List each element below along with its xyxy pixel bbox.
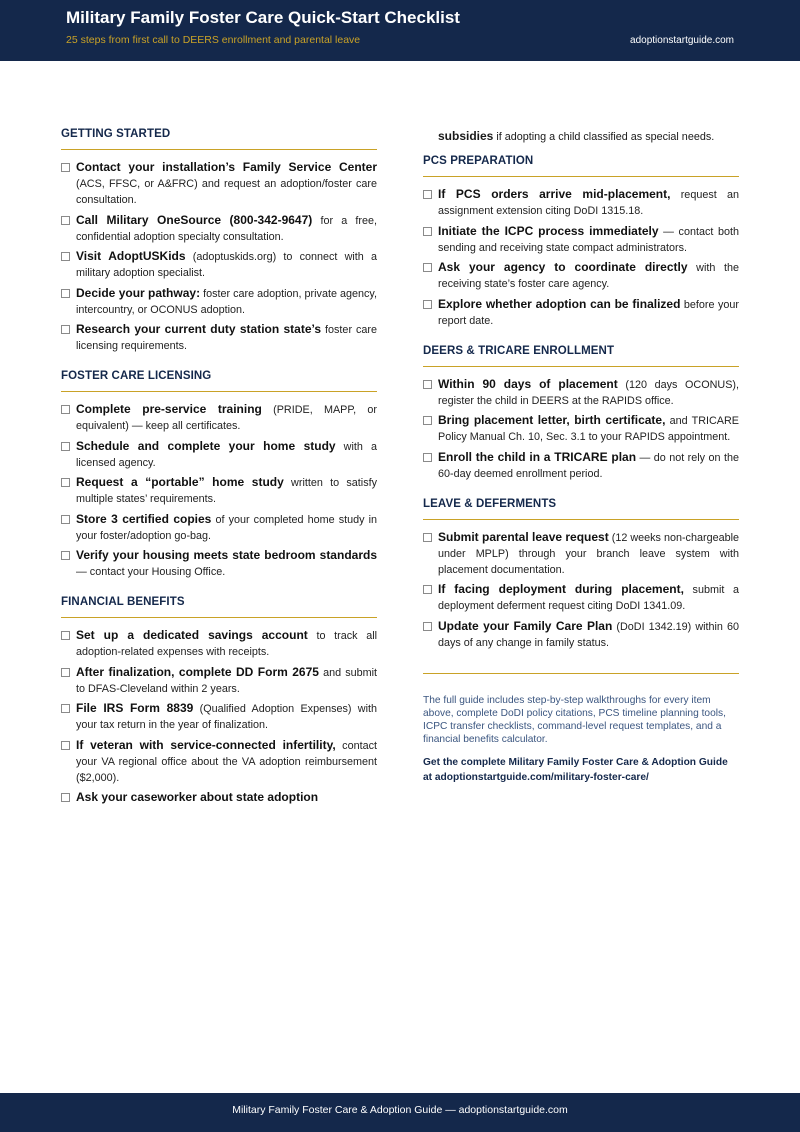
checkbox[interactable] xyxy=(61,704,70,713)
checkbox[interactable] xyxy=(61,163,70,172)
section-rule xyxy=(423,366,739,367)
checklist-item-rest: (DoDI 1342.19) within 60 days of any change in family status. xyxy=(438,620,739,649)
checklist-item-bold: File IRS Form 8839 xyxy=(76,701,194,715)
checklist-item-bold: If PCS orders arrive mid-placement, xyxy=(438,187,671,201)
checklist-item xyxy=(423,412,739,445)
checkbox[interactable] xyxy=(61,405,70,414)
checklist-item xyxy=(61,789,377,806)
checklist-item-bold: Store 3 certified copies xyxy=(76,511,212,526)
divider xyxy=(423,673,739,674)
checklist-item xyxy=(423,618,739,651)
checklist-item-rest: (PRIDE, MAPP, or equivalent) — keep all certificates. xyxy=(76,404,377,432)
checkbox[interactable] xyxy=(423,380,432,389)
checklist-item-rest: with a licensed agency. xyxy=(76,440,377,469)
checklist-item-rest: (ACS, FFSC, or A&FRC) and request an adoption/foster care consultation. xyxy=(76,178,377,206)
footer-text: Military Family Foster Care & Adoption Guide — adoptionstartguide.com xyxy=(232,1104,568,1116)
header-site-link[interactable]: adoptionstartguide.com xyxy=(630,35,734,46)
checklist-item xyxy=(423,223,739,256)
checkbox[interactable] xyxy=(423,227,432,236)
continued-item-bold: subsidies xyxy=(438,129,494,143)
section-rule xyxy=(61,617,377,618)
checklist-item xyxy=(423,376,739,409)
checklist-item xyxy=(423,296,739,329)
checklist-item-bold: If facing deployment during placement, xyxy=(438,582,684,596)
section-title: FOSTER CARE LICENSING xyxy=(61,370,212,382)
section-foster-care-licensing xyxy=(61,370,377,580)
continued-item-rest: if adopting a child classified as special needs. xyxy=(493,131,715,143)
section-title: FINANCIAL BENEFITS xyxy=(61,596,185,608)
checklist-item-rest: — do not rely on the 60-day deemed enrollment period. xyxy=(438,451,739,480)
checkbox[interactable] xyxy=(61,793,70,802)
checklist-item-rest: submit a deployment deferment request citing DoDI 1341.09. xyxy=(438,584,740,612)
guide-blurb: The full guide includes step-by-step walkthroughs for every item above, complete DoDI policy citations, PCS timeline planning tools, ICPC transfer checklists, command-level request templates, and a financial benefits calculator. xyxy=(423,694,726,745)
checklist-item-rest: foster care licensing requirements. xyxy=(76,324,377,352)
checklist-item xyxy=(423,529,739,578)
checklist-item-bold: If veteran with service-connected infertility, xyxy=(76,737,336,752)
checkbox[interactable] xyxy=(61,442,70,451)
checkbox[interactable] xyxy=(423,453,432,462)
checkbox[interactable] xyxy=(61,551,70,560)
checklist-item xyxy=(423,449,739,482)
section-financial-benefits xyxy=(61,596,377,806)
right-sections xyxy=(423,155,739,651)
checklist-item-rest: (Qualified Adoption Expenses) with your tax return in the year of finalization. xyxy=(76,703,377,731)
checkbox[interactable] xyxy=(423,263,432,272)
page-title: Military Family Foster Care Quick-Start Checklist xyxy=(66,8,460,27)
checklist-item-rest: contact your VA regional office about the VA adoption reimbursement ($2,000). xyxy=(76,739,377,784)
section-pcs-preparation xyxy=(423,155,739,329)
checkbox[interactable] xyxy=(423,622,432,631)
checkbox[interactable] xyxy=(61,515,70,524)
checklist-item-rest: with the receiving state’s foster care agency. xyxy=(438,262,739,290)
checklist-item-rest: written to satisfy multiple states’ requirements. xyxy=(76,477,377,505)
section-deers-tricare-enrollment xyxy=(423,345,739,482)
checkbox[interactable] xyxy=(61,668,70,677)
checklist-item-rest: — contact both sending and receiving state compact administrators. xyxy=(438,225,739,254)
right-column xyxy=(423,128,739,785)
section-rule xyxy=(61,391,377,392)
checklist-item-rest: foster care adoption, private agency, intercountry, or OCONUS adoption. xyxy=(76,287,377,316)
checklist-item xyxy=(61,438,377,471)
checklist-item-rest: and submit to DFAS-Cleveland within 2 years. xyxy=(76,666,377,695)
checklist-item-bold: Schedule and complete your home study xyxy=(76,438,336,453)
guide-cta-link[interactable]: Get the complete Military Family Foster Care & Adoption Guide at adoptionstartguide.com/military-foster-care/ xyxy=(423,756,728,783)
checkbox[interactable] xyxy=(61,478,70,487)
checklist-item-bold: Set up a dedicated savings account xyxy=(76,628,308,642)
checklist-item-bold: Ask your caseworker about state adoption xyxy=(76,790,319,804)
checklist-item-bold: Contact your installation’s Family Service Center xyxy=(76,160,377,174)
section-rule xyxy=(423,519,739,520)
checklist-item-rest: and TRICARE Policy Manual Ch. 10, Sec. 3.1 to your RAPIDS appointment. xyxy=(438,415,739,443)
checklist-item-bold: Verify your housing meets state bedroom standards xyxy=(76,548,377,562)
checklist-item xyxy=(423,186,739,219)
page-header xyxy=(0,0,800,61)
checkbox[interactable] xyxy=(61,325,70,334)
section-title: LEAVE & DEFERMENTS xyxy=(423,497,557,510)
section-rule xyxy=(61,149,377,150)
section-title: DEERS & TRICARE ENROLLMENT xyxy=(423,344,615,357)
checklist-item xyxy=(61,664,377,697)
checklist-item-bold: Bring placement letter, birth certificate, xyxy=(438,413,666,427)
checklist-item-bold: Update your Family Care Plan xyxy=(438,618,613,633)
checklist-item xyxy=(423,581,739,614)
checklist-item-bold: Initiate the ICPC process immediately xyxy=(438,223,659,238)
checkbox[interactable] xyxy=(423,585,432,594)
checklist-item-bold: Ask your agency to coordinate directly xyxy=(438,260,688,274)
checklist-item-bold: Complete pre-service training xyxy=(76,402,262,416)
checklist-item-bold: Within 90 days of placement xyxy=(438,376,618,391)
page-footer xyxy=(0,1093,800,1132)
checkbox[interactable] xyxy=(61,252,70,261)
checklist-item-bold: After finalization, complete DD Form 2675 xyxy=(76,664,319,679)
checklist-item xyxy=(61,248,377,281)
checkbox[interactable] xyxy=(61,631,70,640)
left-column xyxy=(61,128,377,822)
checklist-item-bold: Explore whether adoption can be finalized xyxy=(438,296,681,311)
checklist-item-bold: Call Military OneSource (800-342-9647) xyxy=(76,212,313,227)
checklist-item xyxy=(61,700,377,733)
checkbox[interactable] xyxy=(61,216,70,225)
checklist-item xyxy=(61,321,377,354)
checklist-item-bold: Request a “portable” home study xyxy=(76,475,284,489)
checklist-item-rest: of your completed home study in your foster/adoption go-bag. xyxy=(76,513,378,542)
checkbox[interactable] xyxy=(61,289,70,298)
continued-item-text xyxy=(423,128,739,145)
checklist-item-rest: (adoptuskids.org) to connect with a military adoption specialist. xyxy=(76,251,377,279)
checklist-item xyxy=(61,474,377,507)
section-title: PCS PREPARATION xyxy=(423,155,534,167)
checklist-item xyxy=(61,737,377,786)
section-rule xyxy=(423,176,739,177)
checklist-item-bold: Visit AdoptUSKids xyxy=(76,249,186,263)
checklist-item xyxy=(423,259,739,292)
checklist-item-rest: (120 days OCONUS), register the child in DEERS at the RAPIDS office. xyxy=(438,378,740,407)
checklist-item xyxy=(61,212,377,245)
checkbox[interactable] xyxy=(423,416,432,425)
checklist-item-rest: request an assignment extension citing DoDI 1315.18. xyxy=(438,189,739,217)
page-subtitle: 25 steps from first call to DEERS enrollment and parental leave xyxy=(66,34,361,46)
checkbox[interactable] xyxy=(423,190,432,199)
section-leave-deferments xyxy=(423,498,739,651)
checklist-item xyxy=(61,547,377,580)
checklist-item-rest: — contact your Housing Office. xyxy=(76,566,226,578)
checklist-item-bold: Submit parental leave request xyxy=(438,529,609,544)
checklist-item xyxy=(61,285,377,318)
checkbox[interactable] xyxy=(61,741,70,750)
section-title: GETTING STARTED xyxy=(61,128,171,140)
checklist-item-bold: Decide your pathway: xyxy=(76,285,201,300)
checklist-item xyxy=(61,159,377,208)
checklist-item-rest: before your report date. xyxy=(438,298,739,327)
checkbox[interactable] xyxy=(423,300,432,309)
checklist-item-bold: Research your current duty station state’s xyxy=(76,322,322,336)
checklist-item xyxy=(61,511,377,544)
checklist-item xyxy=(61,627,377,660)
checklist-item-rest: to track all adoption-related expenses with receipts. xyxy=(76,630,378,658)
section-getting-started xyxy=(61,128,377,354)
checklist-item-rest: (12 weeks non-chargeable under MPLP) through your branch leave system with placement documentation. xyxy=(438,531,739,576)
checklist-item-rest: for a free, confidential adoption specialty consultation. xyxy=(76,214,377,243)
checklist-item xyxy=(61,401,377,434)
checklist-item-bold: Enroll the child in a TRICARE plan xyxy=(438,449,637,464)
checkbox[interactable] xyxy=(423,533,432,542)
